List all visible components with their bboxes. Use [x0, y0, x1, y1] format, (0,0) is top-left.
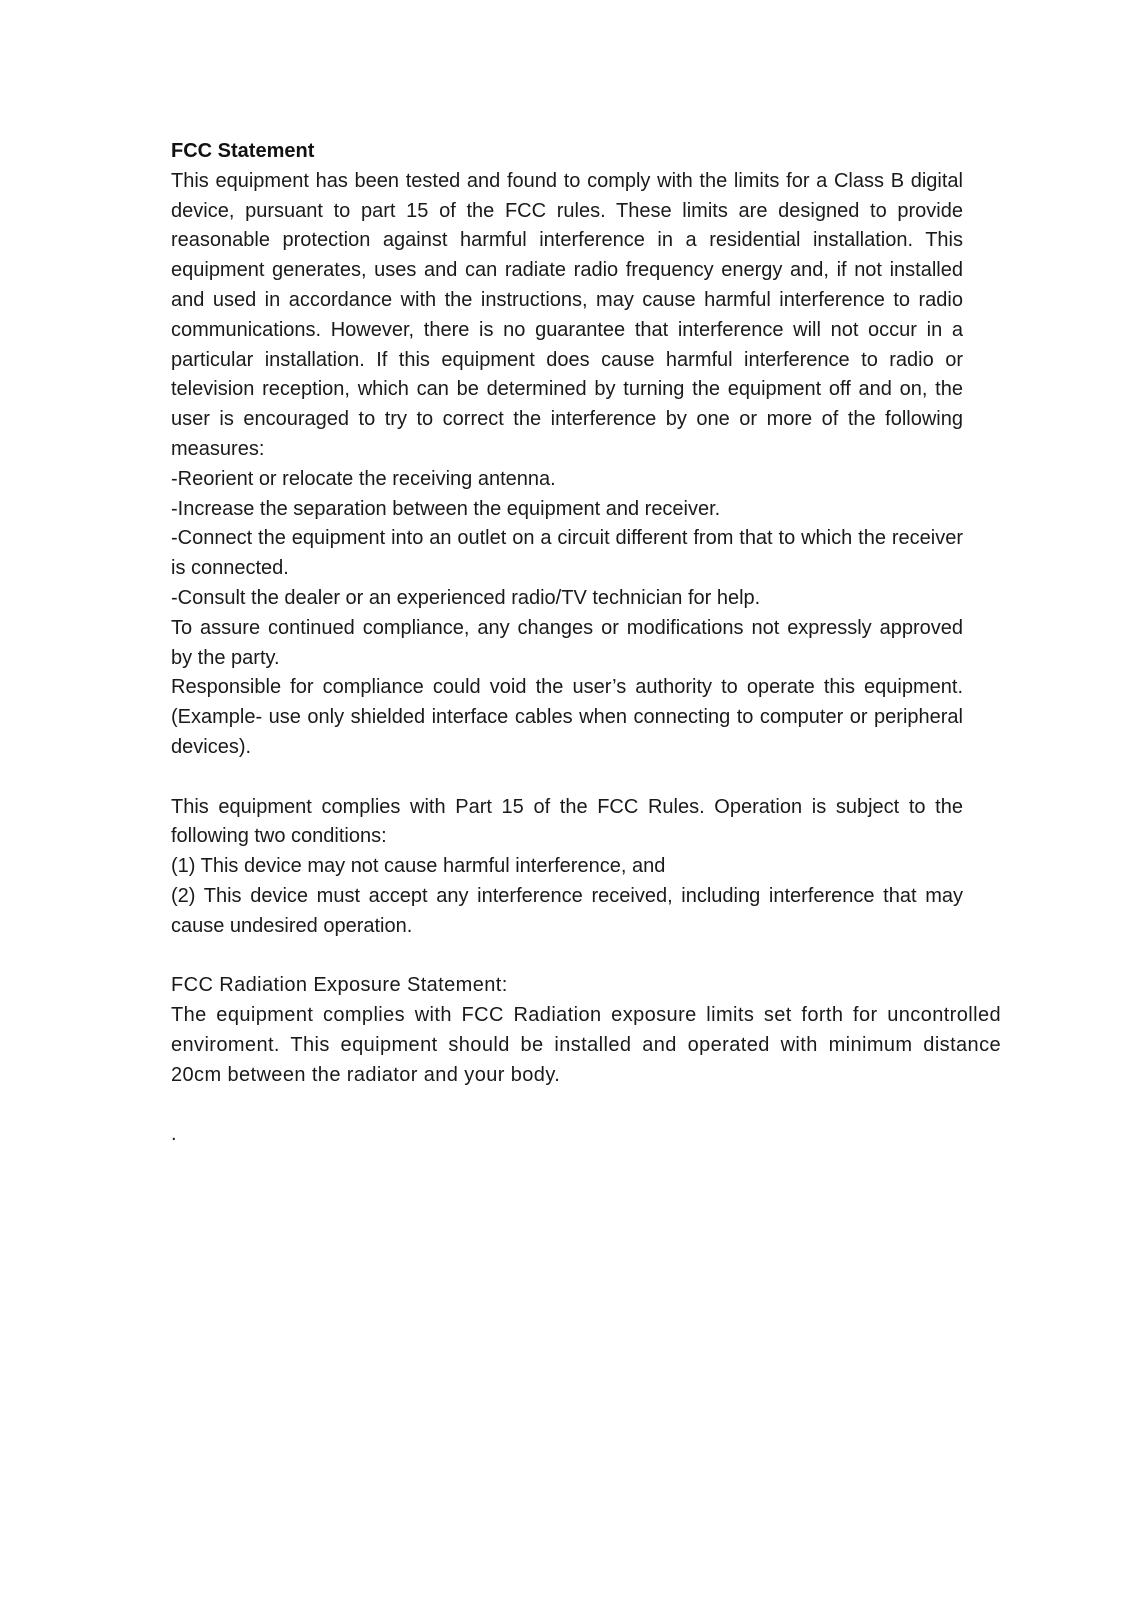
measure-item: -Connect the equipment into an outlet on a circuit different from that to which the receiver is connected.: [171, 527, 963, 580]
fcc-statement-intro: This equipment has been tested and found to comply with the limits for a Class B digital device, pursuant to part 15 of the FCC rules. These limits are designed to provide reasonable protection against harmful interference in a residential installation. This equipment generates, uses and can radiate radio frequency energy and, if not installed and used in accordance with the instructions, may cause harmful interference to radio communications. However, there is no guarantee that interference will not occur in a particular installation. If this equipment does cause harmful interference to radio or television reception, which can be determined by turning the equipment off and on, the user is encouraged to try to correct the interference by one or more of the following measures:: [171, 169, 963, 460]
measure-item: -Consult the dealer or an experienced radio/TV technician for help.: [171, 586, 761, 609]
part15-condition: (1) This device may not cause harmful interference, and: [171, 855, 666, 878]
radiation-title: FCC Radiation Exposure Statement:: [171, 974, 508, 997]
trailing-period: .: [171, 1123, 177, 1146]
paragraph-spacer: [171, 763, 963, 793]
document-page: [171, 137, 1001, 1150]
paragraph-spacer: [171, 942, 963, 972]
measure-item: -Increase the separation between the equipment and receiver.: [171, 497, 721, 520]
compliance-note: To assure continued compliance, any changes or modifications not expressly approved by the party.: [171, 616, 963, 669]
radiation-body: The equipment complies with FCC Radiation exposure limits set forth for uncontrolled enviroment. This equipment should be installed and operated with minimum distance 20cm between the radiator and your body.: [171, 1004, 1001, 1086]
part15-condition: (2) This device must accept any interference received, including interference that may cause undesired operation.: [171, 884, 963, 937]
part15-intro: This equipment complies with Part 15 of the FCC Rules. Operation is subject to the following two conditions:: [171, 795, 963, 848]
responsibility-note: Responsible for compliance could void the user’s authority to operate this equipment. (Example- use only shielded interface cables when connecting to computer or peripheral devices).: [171, 676, 963, 758]
measure-item: -Reorient or relocate the receiving antenna.: [171, 467, 556, 490]
fcc-statement-title: FCC Statement: [171, 140, 315, 162]
paragraph-spacer: [171, 1091, 963, 1121]
